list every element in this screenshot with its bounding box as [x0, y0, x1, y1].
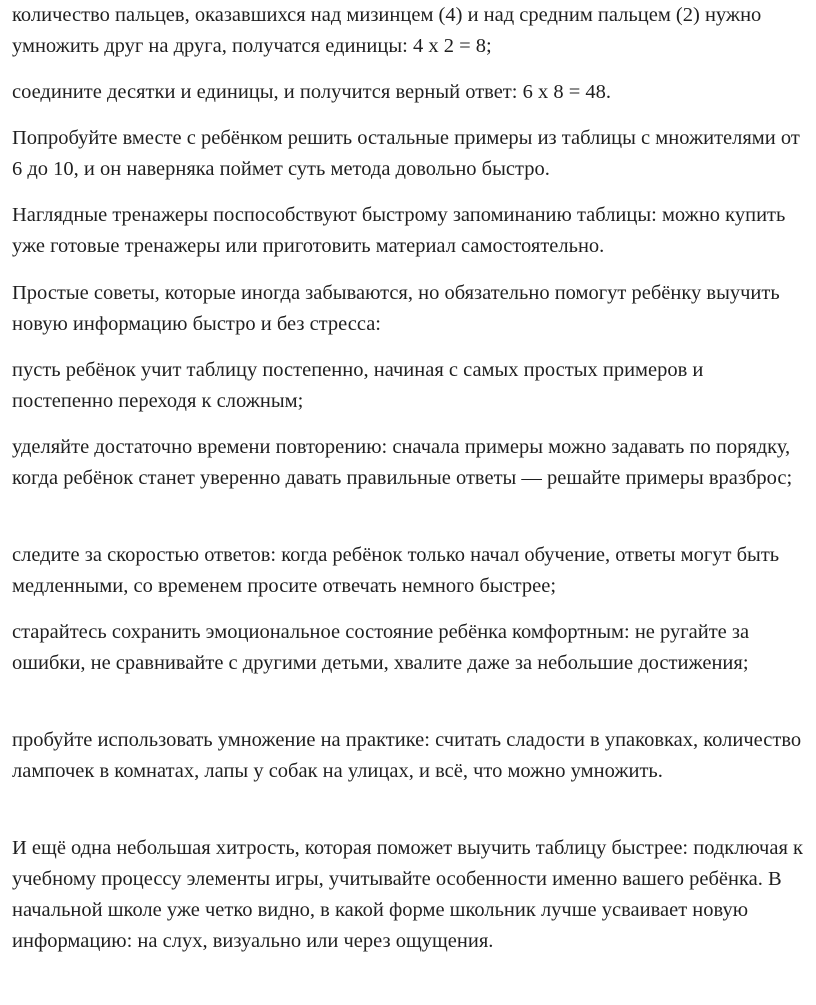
list-item-3: следите за скоростью ответов: когда ребёнок только начал обучение, ответы могут быть медленными, со временем просите отвечать немного быстрее;: [12, 544, 780, 597]
list-item-1: пусть ребёнок учит таблицу постепенно, начиная с самых простых примеров и постепенно переходя к сложным;: [12, 359, 704, 412]
paragraph-2: соедините десятки и единицы, и получится верный ответ: 6 х 8 = 48.: [12, 81, 612, 103]
list-item-2: уделяйте достаточно времени повторению: сначала примеры можно задавать по порядку, когда ребёнок станет уверенно давать правильные ответы — решайте примеры вразброс;: [12, 436, 793, 489]
list-item-4: старайтесь сохранить эмоциональное состояние ребёнка комфортным: не ругайте за ошибки, не сравнивайте с другими детьми, хвалите даже за небольшие достижения;: [12, 621, 750, 674]
list-item-5: пробуйте использовать умножение на практике: считать сладости в упаковках, количество лампочек в комнатах, лапы у собак на улицах, и всё, что можно умножить.: [12, 729, 802, 782]
paragraph-6: И ещё одна небольшая хитрость, которая поможет выучить таблицу быстрее: подключая к учебному процессу элементы игры, учитывайте особенности именно вашего ребёнка. В начальной школе уже четко видно, в какой форме школьник лучше усваивает новую информацию: на слух, визуально или через ощущения.: [12, 837, 803, 952]
paragraph-3: Попробуйте вместе с ребёнком решить остальные примеры из таблицы с множителями от 6 до 10, и он наверняка поймет суть метода довольно быстро.: [12, 127, 800, 180]
paragraph-5: Простые советы, которые иногда забываются, но обязательно помогут ребёнку выучить новую информацию быстро и без стресса:: [12, 282, 780, 335]
paragraph-1: количество пальцев, оказавшихся над мизинцем (4) и над средним пальцем (2) нужно умножить друг на друга, получатся единицы: 4 х 2 = 8;: [12, 4, 762, 57]
paragraph-4: Наглядные тренажеры поспособствуют быстрому запоминанию таблицы: можно купить уже готовые тренажеры или приготовить материал самостоятельно.: [12, 204, 786, 257]
